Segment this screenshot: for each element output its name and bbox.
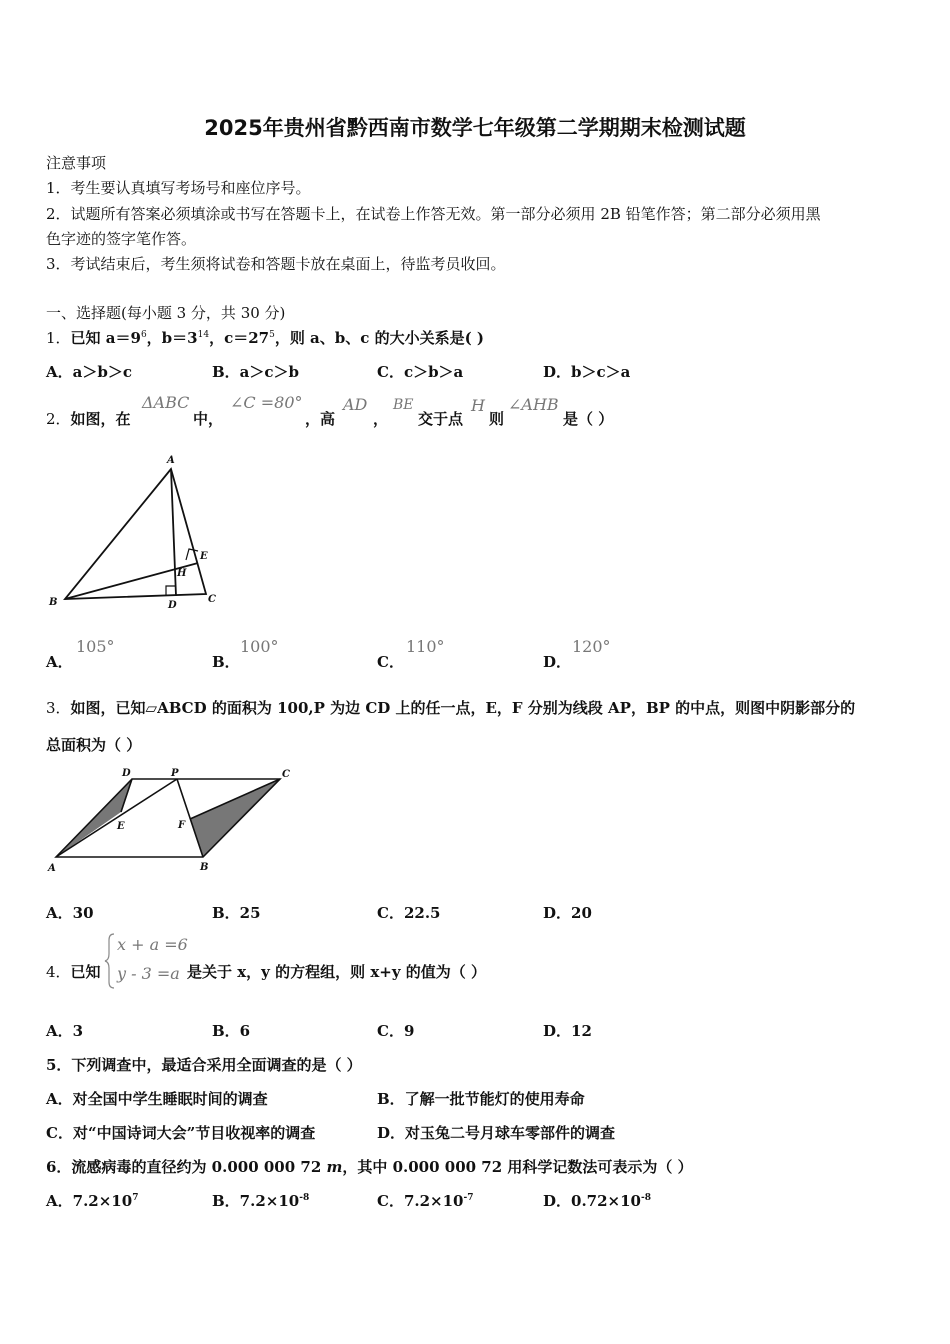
q3-option-d[interactable]: D．20 xyxy=(543,904,592,922)
q2-text-5: 交于点 xyxy=(418,410,464,428)
segment-ap xyxy=(56,779,177,857)
left-brace-icon xyxy=(104,932,116,990)
q6-stem xyxy=(46,1156,693,1177)
q5-option-d[interactable]: D．对玉兔二号月球车零部件的调查 xyxy=(377,1124,616,1142)
section-heading: 一、选择题(每小题 3 分，共 30 分) xyxy=(46,304,286,322)
notice-item-3: 3．考试结束后，考生须将试卷和答题卡放在桌面上，待监考员收回。 xyxy=(46,255,506,273)
q1-option-c[interactable]: C．c＞b＞a xyxy=(377,363,464,381)
q2-option-b-value: 100° xyxy=(240,637,279,656)
q5-option-b[interactable]: B．了解一批节能灯的使用寿命 xyxy=(377,1090,585,1108)
q4-option-a[interactable]: A．3 xyxy=(46,1022,84,1040)
q4-text-2: 是关于 x，y 的方程组，则 x+y 的值为（ ） xyxy=(187,963,486,981)
q6-option-c-exp: -7 xyxy=(463,1193,474,1203)
label-p: P xyxy=(171,768,179,779)
altitude-ad xyxy=(171,469,176,596)
q1-option-a[interactable]: A．a＞b＞c xyxy=(46,363,132,381)
question-number: 4． xyxy=(46,963,71,981)
q3-option-c[interactable]: C．22.5 xyxy=(377,904,441,922)
q6-option-a[interactable] xyxy=(46,1190,138,1211)
question-number: 2． xyxy=(46,410,71,428)
label-f: F xyxy=(178,820,186,831)
label-e: E xyxy=(117,821,125,832)
q5-option-c[interactable]: C．对“中国诗词大会”节目收视率的调查 xyxy=(46,1124,316,1142)
q6-option-a-exp: 7 xyxy=(132,1193,139,1203)
q2-math-angle-ahb: ∠AHB xyxy=(508,395,559,414)
q3-option-a[interactable]: A．30 xyxy=(46,904,94,922)
q1-exp-3: 5 xyxy=(269,330,275,340)
parallelogram-abcd xyxy=(56,779,280,857)
q6-stem-pre: 6．流感病毒的直径约为 0.000 000 72 xyxy=(46,1158,327,1176)
q2-text-3: ，高 xyxy=(305,410,336,428)
label-b: B xyxy=(49,597,58,608)
q6-stem-post: ，其中 0.000 000 72 用科学记数法可表示为（ ） xyxy=(342,1158,693,1176)
q4-option-b[interactable]: B．6 xyxy=(212,1022,251,1040)
label-a: A xyxy=(167,455,175,466)
q6-option-b-exp: -8 xyxy=(299,1193,310,1203)
label-c: C xyxy=(282,769,290,780)
question-1-stem xyxy=(46,327,484,348)
q3-stem-line-1 xyxy=(46,697,855,718)
q6-option-b[interactable] xyxy=(212,1190,309,1211)
q1-text-pre: 已知 a＝9 xyxy=(70,329,141,347)
q6-stem-unit: m xyxy=(326,1158,343,1176)
shaded-triangle-right xyxy=(190,779,280,857)
q1-text-mid2: ，c＝27 xyxy=(209,329,270,347)
notice-item-1: 1．考生要认真填写考场号和座位序号。 xyxy=(46,179,311,197)
q2-option-c-value: 110° xyxy=(406,637,445,656)
q2-option-a-letter[interactable]: A． xyxy=(46,653,73,671)
q6-option-d-text: D．0.72×10 xyxy=(543,1192,641,1210)
q4-option-d[interactable]: D．12 xyxy=(543,1022,592,1040)
q5-stem: 5．下列调查中，最适合采用全面调查的是（ ） xyxy=(46,1056,362,1074)
q1-exp-2: 14 xyxy=(197,330,210,340)
q2-option-d-value: 120° xyxy=(572,637,611,656)
q2-option-a-value: 105° xyxy=(76,637,115,656)
q2-text-7: 是（ ） xyxy=(563,410,614,428)
q1-text-mid1: ，b＝3 xyxy=(146,329,198,347)
q6-option-d-exp: -8 xyxy=(640,1193,651,1203)
label-d: D xyxy=(168,600,177,611)
q6-option-c[interactable] xyxy=(377,1190,473,1211)
question-number: 1． xyxy=(46,329,71,347)
q2-math-ad: AD xyxy=(343,395,368,414)
q4-equation-2: y - 3 =a xyxy=(117,964,180,983)
q3-option-b[interactable]: B．25 xyxy=(212,904,261,922)
label-h: H xyxy=(177,568,187,579)
q2-option-c-letter[interactable]: C． xyxy=(377,653,404,671)
q1-option-b[interactable]: B．a＞c＞b xyxy=(212,363,300,381)
q3-text-line-1: 如图，已知▱ABCD 的面积为 100,P 为边 CD 上的任一点，E，F 分别为线段 AP，BP 的中点，则图中阴影部分的 xyxy=(70,699,856,717)
q6-option-b-text: B．7.2×10 xyxy=(212,1192,300,1210)
question-number: 3． xyxy=(46,699,71,717)
q5-option-a[interactable]: A．对全国中学生睡眠时间的调查 xyxy=(46,1090,268,1108)
notice-item-2-line-2: 色字迹的签字笔作答。 xyxy=(46,230,197,248)
q4-equation-1: x + a =6 xyxy=(117,935,188,954)
q2-number-and-start xyxy=(46,408,131,429)
q2-math-be: BE xyxy=(393,397,414,413)
q4-text-1: 已知 xyxy=(70,963,101,981)
q2-text-6: 则 xyxy=(489,410,505,428)
q2-triangle-figure xyxy=(40,450,230,615)
page-title: 2025年贵州省黔西南市数学七年级第二学期期末检测试题 xyxy=(204,116,746,140)
q1-option-d[interactable]: D．b＞c＞a xyxy=(543,363,631,381)
label-d: D xyxy=(122,768,131,779)
q6-option-a-text: A．7.2×10 xyxy=(46,1192,133,1210)
label-a: A xyxy=(48,863,56,874)
q2-option-b-letter[interactable]: B． xyxy=(212,653,240,671)
q2-text-4: ， xyxy=(373,410,389,428)
label-b: B xyxy=(200,862,209,873)
q1-exp-1: 6 xyxy=(140,330,147,340)
q3-parallelogram-figure xyxy=(40,762,300,877)
q4-stem-start xyxy=(46,961,101,982)
q2-option-d-letter[interactable]: D． xyxy=(543,653,572,671)
label-c: C xyxy=(208,594,216,605)
q6-option-c-text: C．7.2×10 xyxy=(377,1192,464,1210)
q6-option-d[interactable] xyxy=(543,1190,651,1211)
q4-option-c[interactable]: C．9 xyxy=(377,1022,415,1040)
notice-item-2-line-1: 2．试题所有答案必须填涂或书写在答题卡上，在试卷上作答无效。第一部分必须用 2B 铅笔作答；第二部分必须用黑 xyxy=(46,205,821,223)
q2-math-triangle: ΔABC xyxy=(142,393,190,412)
q2-text-2: 中， xyxy=(193,410,224,428)
q1-text-post: ，则 a、b、c 的大小关系是( ) xyxy=(274,329,485,347)
q2-text-1: 如图，在 xyxy=(70,410,131,428)
q2-math-h: H xyxy=(471,396,485,415)
q2-math-angle-c: ∠C =80° xyxy=(230,393,303,412)
q3-stem-line-2: 总面积为（ ） xyxy=(46,736,142,754)
notice-heading: 注意事项 xyxy=(46,154,107,172)
label-e: E xyxy=(200,551,208,562)
